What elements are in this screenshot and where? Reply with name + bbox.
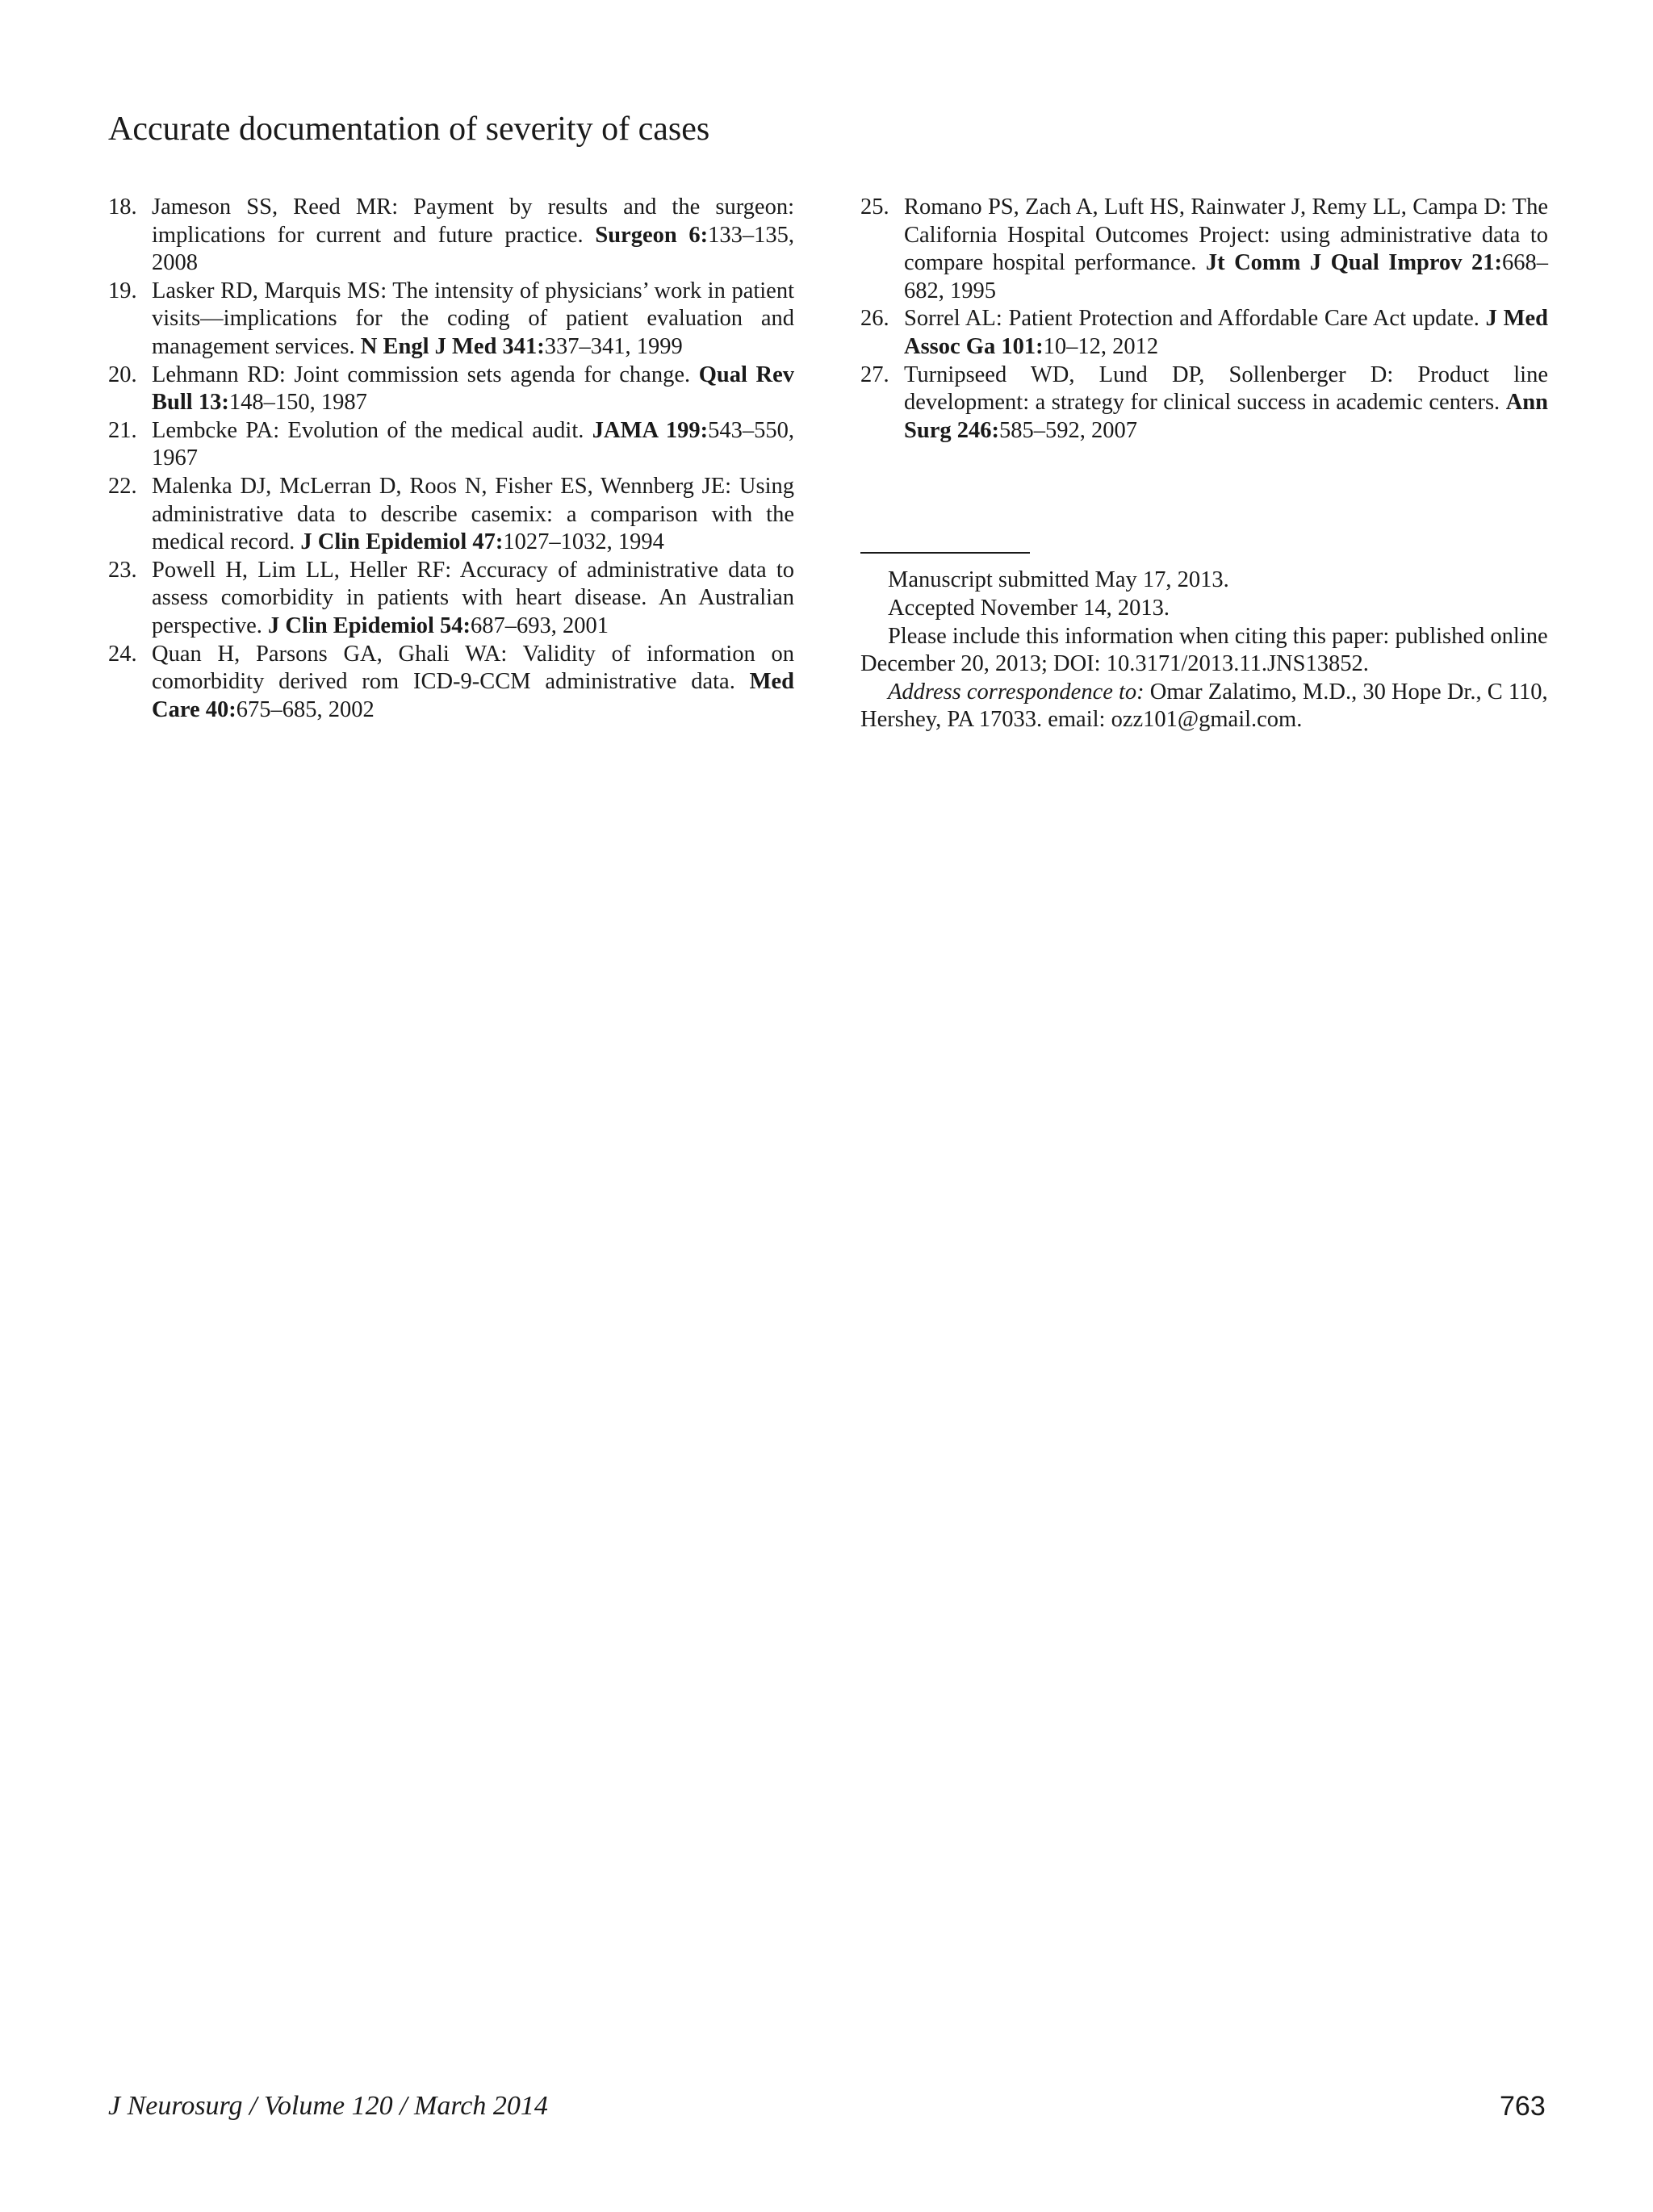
correspondence-note [860,679,1548,734]
reference-text: Turnipseed WD, Lund DP, Sollenberger D: Product line development: a strategy for clinical success in academic centers. [904,362,1548,416]
reference-item [860,194,1548,305]
footnote-divider [860,552,1030,554]
reference-item [108,362,794,417]
reference-number: 23. [108,557,137,583]
reference-journal: N Engl J Med 341: [360,333,545,359]
reference-pages: 1027–1032, 1994 [503,529,664,555]
reference-pages: 337–341, 1999 [544,333,683,359]
reference-number: 27. [860,362,889,387]
reference-journal: J Clin Epidemiol 54: [268,613,471,638]
reference-pages: 543–550, 1967 [152,417,794,471]
footer-journal-citation: J Neurosurg / Volume 120 / March 2014 [108,2091,548,2121]
reference-item [108,641,794,725]
reference-number: 19. [108,278,137,303]
reference-text: Jameson SS, Reed MR: Payment by results and the surgeon: implications for current and future practice. [152,194,794,248]
reference-number: 22. [108,473,137,499]
reference-journal: Surgeon 6: [595,222,709,248]
reference-journal: Qual Rev Bull 13: [152,362,794,416]
reference-text: Lehmann RD: Joint commission sets agenda for change. [152,362,699,387]
reference-item [108,557,794,641]
page-number: 763 [1500,2091,1546,2122]
reference-pages: 133–135, 2008 [152,222,794,276]
reference-number: 21. [108,417,137,443]
reference-number: 18. [108,194,137,220]
reference-item [108,194,794,278]
reference-pages: 585–592, 2007 [998,417,1137,443]
reference-text: Romano PS, Zach A, Luft HS, Rainwater J, Remy LL, Campa D: The California Hospital Outcomes Project: using administrative data to compare hospital performance. [904,194,1548,276]
reference-item [108,473,794,557]
reference-text: Quan H, Parsons GA, Ghali WA: Validity of information on comorbidity derived rom ICD-9-CCM administrative data. [152,641,794,695]
reference-pages: 148–150, 1987 [228,390,367,416]
reference-item [860,305,1548,361]
citation-note: Please include this information when citing this paper: published online December 20, 2013; DOI: 10.3171/2013.11.JNS13852. [860,623,1548,677]
reference-number: 20. [108,362,137,387]
reference-pages: 10–12, 2012 [1043,333,1159,359]
reference-item [108,278,794,362]
reference-item [860,362,1548,445]
reference-text: Sorrel AL: Patient Protection and Affordable Care Act update. [904,306,1486,332]
correspondence-label: Address correspondence to: [888,679,1145,705]
references-left-column [108,194,794,724]
reference-pages: 675–685, 2002 [236,696,375,722]
reference-text: Lembcke PA: Evolution of the medical audit. [152,417,592,443]
reference-number: 26. [860,306,889,332]
reference-journal: Med Care 40: [152,669,794,722]
correspondence-details: Omar Zalatimo, M.D., 30 Hope Dr., C 110, Hershey, PA 17033. email: ozz101@gmail.com. [860,679,1548,733]
reference-journal: J Clin Epidemiol 47: [300,529,504,555]
acceptance-date-note: Accepted November 14, 2013. [888,595,1170,621]
reference-number: 24. [108,641,137,667]
reference-journal: J Med Assoc Ga 101: [904,306,1548,359]
reference-journal: Jt Comm J Qual Improv 21: [1205,250,1502,276]
reference-text: Powell H, Lim LL, Heller RF: Accuracy of administrative data to assess comorbidity in patients with heart disease. An Australian perspective. [152,557,794,638]
references-right-column [860,194,1548,734]
reference-item [108,417,794,473]
reference-pages: 687–693, 2001 [471,613,609,638]
reference-pages: 668–682, 1995 [904,250,1548,303]
running-title: Accurate documentation of severity of cases [108,111,710,148]
reference-text: Lasker RD, Marquis MS: The intensity of physicians’ work in patient visits—implications for the coding of patient evaluation and management services. [152,278,794,359]
reference-journal: Ann Surg 246: [904,390,1548,443]
reference-text: Malenka DJ, McLerran D, Roos N, Fisher ES, Wennberg JE: Using administrative data to describe casemix: a comparison with the medical record. [152,473,794,555]
reference-number: 25. [860,194,889,220]
reference-journal: JAMA 199: [592,417,709,443]
submission-date-note: Manuscript submitted May 17, 2013. [888,567,1229,593]
